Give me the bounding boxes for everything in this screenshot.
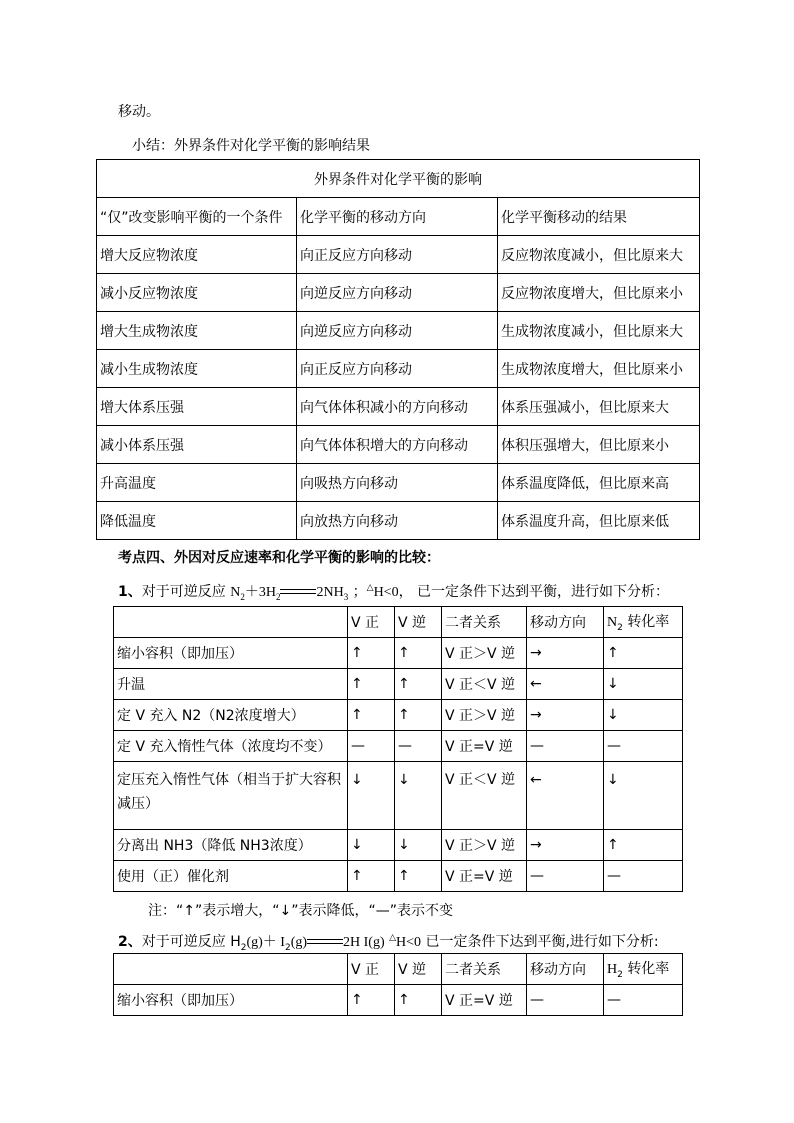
enthalpy: H<0 bbox=[396, 935, 422, 950]
table-cell: V 正＜V 逆 bbox=[442, 762, 527, 830]
table-cell: → bbox=[527, 638, 604, 669]
header-cell bbox=[114, 607, 348, 638]
question-2: 2、对于可逆反应 $H_2(g)+ I_2(g)$ 2H I(g) △H<0 已一定条件下达到平衡,进行如下分析: bbox=[118, 933, 659, 953]
table-cell: 减小体系压强 bbox=[97, 426, 297, 464]
table-cell: 向吸热方向移动 bbox=[297, 464, 498, 502]
table-cell: ↓ bbox=[604, 669, 683, 700]
table-cell: 体积压强增大，但比原来小 bbox=[498, 426, 700, 464]
table-row bbox=[97, 312, 700, 350]
header-cell: $N_2$ 转化率 bbox=[604, 607, 683, 638]
table-cell: 向正反应方向移动 bbox=[297, 236, 498, 274]
table-cell: 生成物浓度减小，但比原来大 bbox=[498, 312, 700, 350]
table-cell: 缩小容积（即加压） bbox=[114, 638, 348, 669]
table-cell: — bbox=[604, 985, 683, 1016]
table-cell: 降低温度 bbox=[97, 502, 297, 540]
table-row bbox=[114, 830, 683, 861]
header-cell: 化学平衡的移动方向 bbox=[297, 198, 498, 236]
table-cell: 体系压强减小，但比原来大 bbox=[498, 388, 700, 426]
table-cell: — bbox=[527, 985, 604, 1016]
legend-note: 注：“↑”表示增大，“↓”表示降低，“—”表示不变 bbox=[148, 903, 453, 919]
table-cell: → bbox=[527, 700, 604, 731]
table-cell: ↑ bbox=[348, 861, 395, 892]
table-row bbox=[97, 464, 700, 502]
table-cell: 向逆反应方向移动 bbox=[297, 312, 498, 350]
table-row bbox=[97, 236, 700, 274]
table-row bbox=[114, 985, 683, 1016]
table-header-row bbox=[114, 607, 683, 638]
header-cell: 化学平衡移动的结果 bbox=[498, 198, 700, 236]
table-title-row bbox=[97, 160, 700, 198]
table-row bbox=[97, 388, 700, 426]
table-cell: 缩小容积（即加压） bbox=[114, 985, 348, 1016]
table-cell: ↓ bbox=[604, 762, 683, 830]
n2-analysis-table bbox=[113, 606, 683, 892]
table-row bbox=[97, 502, 700, 540]
question-text-tail: 已一定条件下达到平衡，进行如下分析： bbox=[417, 584, 670, 600]
separator: ； bbox=[352, 584, 367, 600]
table-cell: ↑ bbox=[395, 985, 442, 1016]
product-hi: 2H I(g) bbox=[343, 935, 385, 950]
equilibrium-arrow-icon bbox=[307, 936, 343, 948]
delta-icon: △ bbox=[389, 933, 397, 943]
table-cell: 增大体系压强 bbox=[97, 388, 297, 426]
table-cell: — bbox=[348, 731, 395, 762]
table-cell: 向气体体积减小的方向移动 bbox=[297, 388, 498, 426]
header-cell bbox=[114, 954, 348, 985]
table-title: 外界条件对化学平衡的影响 bbox=[97, 160, 700, 198]
summary-heading: 小结：外界条件对化学平衡的影响结果 bbox=[132, 138, 370, 154]
h2-analysis-table bbox=[113, 953, 683, 1016]
table-cell: 反应物浓度减小，但比原来大 bbox=[498, 236, 700, 274]
table-row bbox=[97, 350, 700, 388]
product-nh3: $2NH_3$ bbox=[316, 585, 349, 602]
table-cell: 升高温度 bbox=[97, 464, 297, 502]
table-row bbox=[114, 731, 683, 762]
table-cell: V 正＜V 逆 bbox=[442, 669, 527, 700]
table-header-row bbox=[97, 198, 700, 236]
enthalpy: H<0， bbox=[373, 585, 413, 600]
table-cell: 反应物浓度增大，但比原来小 bbox=[498, 274, 700, 312]
question-number: 2、 bbox=[118, 934, 142, 950]
section-title: 考点四、外因对反应速率和化学平衡的影响的比较： bbox=[118, 550, 440, 566]
table-cell: ↑ bbox=[348, 638, 395, 669]
table-cell: ↑ bbox=[395, 669, 442, 700]
table-cell: 体系温度升高，但比原来低 bbox=[498, 502, 700, 540]
table-cell: V 正=V 逆 bbox=[442, 731, 527, 762]
table-cell: — bbox=[527, 731, 604, 762]
table-cell: ↓ bbox=[348, 762, 395, 830]
table-row bbox=[114, 638, 683, 669]
table-cell: ↑ bbox=[395, 861, 442, 892]
header-cell: 移动方向 bbox=[527, 954, 604, 985]
table-cell: ↓ bbox=[604, 700, 683, 731]
table-cell: 减小反应物浓度 bbox=[97, 274, 297, 312]
table-cell: — bbox=[604, 861, 683, 892]
table-cell: 增大反应物浓度 bbox=[97, 236, 297, 274]
table-cell: 体系温度降低，但比原来高 bbox=[498, 464, 700, 502]
equilibrium-arrow-icon bbox=[280, 586, 316, 598]
question-number: 1、 bbox=[118, 584, 142, 600]
header-cell: V 逆 bbox=[395, 954, 442, 985]
table-cell: 分离出 NH3（降低 NH3浓度） bbox=[114, 830, 348, 861]
table-row bbox=[114, 762, 683, 830]
question-text: 对于可逆反应 H bbox=[141, 934, 241, 950]
table-row bbox=[114, 700, 683, 731]
table-cell: V 正=V 逆 bbox=[442, 861, 527, 892]
state-label: (g) bbox=[290, 935, 308, 950]
table-cell: ← bbox=[527, 669, 604, 700]
header-cell: V 正 bbox=[348, 607, 395, 638]
table-cell: 增大生成物浓度 bbox=[97, 312, 297, 350]
table-cell: 定压充入惰性气体（相当于扩大容积减压） bbox=[114, 762, 348, 830]
table-row bbox=[114, 669, 683, 700]
table-cell: — bbox=[527, 861, 604, 892]
table-header-row bbox=[114, 954, 683, 985]
header-cell: $H_2$ 转化率 bbox=[604, 954, 683, 985]
table-cell: V 正=V 逆 bbox=[442, 985, 527, 1016]
reactant-n2: $N_2+3H_2$ bbox=[230, 585, 281, 602]
table-cell: 升温 bbox=[114, 669, 348, 700]
table-row bbox=[97, 426, 700, 464]
question-text-tail: 已一定条件下达到平衡,进行如下分析: bbox=[425, 934, 659, 950]
table-cell: ↑ bbox=[395, 638, 442, 669]
table-cell: 定 V 充入 N2（N2浓度增大） bbox=[114, 700, 348, 731]
table-cell: 向逆反应方向移动 bbox=[297, 274, 498, 312]
header-cell: “仅”改变影响平衡的一个条件 bbox=[97, 198, 297, 236]
table-cell: ↑ bbox=[348, 985, 395, 1016]
header-cell: V 正 bbox=[348, 954, 395, 985]
table-cell: 向放热方向移动 bbox=[297, 502, 498, 540]
table-cell: 向气体体积增大的方向移动 bbox=[297, 426, 498, 464]
table-row bbox=[97, 274, 700, 312]
table-cell: V 正＞V 逆 bbox=[442, 638, 527, 669]
table-cell: ↑ bbox=[348, 669, 395, 700]
question-1 bbox=[118, 581, 669, 602]
table-cell: ↓ bbox=[395, 830, 442, 861]
table-cell: ↑ bbox=[604, 638, 683, 669]
table-cell: ↑ bbox=[395, 700, 442, 731]
table-cell: → bbox=[527, 830, 604, 861]
table-cell: V 正＞V 逆 bbox=[442, 700, 527, 731]
table-cell: 减小生成物浓度 bbox=[97, 350, 297, 388]
header-cell: V 逆 bbox=[395, 607, 442, 638]
question-text: 对于可逆反应 bbox=[141, 584, 231, 600]
table-cell: 定 V 充入惰性气体（浓度均不变） bbox=[114, 731, 348, 762]
intro-line: 移动。 bbox=[118, 104, 160, 120]
header-cell: 二者关系 bbox=[442, 954, 527, 985]
table-cell: ↑ bbox=[604, 830, 683, 861]
header-cell: 二者关系 bbox=[442, 607, 527, 638]
table-row bbox=[114, 861, 683, 892]
table-cell: ↓ bbox=[348, 830, 395, 861]
table-cell: 生成物浓度增大，但比原来小 bbox=[498, 350, 700, 388]
header-cell: 移动方向 bbox=[527, 607, 604, 638]
table-cell: V 正＞V 逆 bbox=[442, 830, 527, 861]
table-cell: ↑ bbox=[348, 700, 395, 731]
equilibrium-effects-table bbox=[96, 159, 700, 540]
table-cell: ↓ bbox=[395, 762, 442, 830]
delta-icon: △ bbox=[366, 583, 374, 593]
table-cell: 使用（正）催化剂 bbox=[114, 861, 348, 892]
reactant-i2: (g)＋ I bbox=[246, 935, 285, 950]
table-cell: 向正反应方向移动 bbox=[297, 350, 498, 388]
table-cell: — bbox=[604, 731, 683, 762]
table-cell: — bbox=[395, 731, 442, 762]
table-cell: ← bbox=[527, 762, 604, 830]
